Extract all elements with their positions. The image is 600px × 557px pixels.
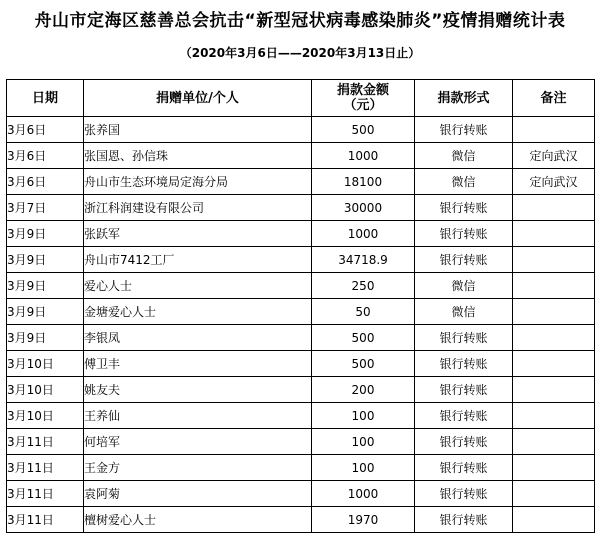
method-cell: 微信	[415, 169, 513, 195]
donor-cell: 何培军	[84, 429, 312, 455]
donor-cell: 爱心人士	[84, 273, 312, 299]
donor-cell: 张国恩、孙信珠	[84, 143, 312, 169]
method-cell: 银行转账	[415, 455, 513, 481]
method-cell: 银行转账	[415, 195, 513, 221]
donor-cell: 金塘爱心人士	[84, 299, 312, 325]
method-cell: 银行转账	[415, 221, 513, 247]
amount-cell: 100	[312, 403, 415, 429]
table-row	[7, 247, 595, 273]
note-cell	[513, 325, 595, 351]
date-cell: 3月9日	[7, 221, 84, 247]
donor-cell: 袁阿菊	[84, 481, 312, 507]
table-row	[7, 195, 595, 221]
donation-table	[6, 79, 595, 533]
note-cell	[513, 247, 595, 273]
amount-cell: 1000	[312, 481, 415, 507]
amount-cell: 1000	[312, 143, 415, 169]
note-cell	[513, 299, 595, 325]
date-cell: 3月11日	[7, 507, 84, 533]
note-cell	[513, 351, 595, 377]
header-donor: 捐赠单位/个人	[84, 80, 312, 117]
date-cell: 3月11日	[7, 455, 84, 481]
note-cell	[513, 221, 595, 247]
note-cell	[513, 273, 595, 299]
note-cell: 定向武汉	[513, 143, 595, 169]
amount-cell: 34718.9	[312, 247, 415, 273]
header-note: 备注	[513, 80, 595, 117]
note-cell: 定向武汉	[513, 169, 595, 195]
method-cell: 微信	[415, 273, 513, 299]
header-amount: 捐款金额（元）	[312, 80, 415, 117]
date-cell: 3月9日	[7, 247, 84, 273]
amount-cell: 250	[312, 273, 415, 299]
amount-cell: 1970	[312, 507, 415, 533]
date-cell: 3月9日	[7, 325, 84, 351]
table-row	[7, 325, 595, 351]
note-cell	[513, 429, 595, 455]
date-range-subtitle: （2020年3月6日——2020年3月13日止）	[179, 46, 421, 60]
date-cell: 3月10日	[7, 377, 84, 403]
table-row	[7, 221, 595, 247]
method-cell: 微信	[415, 299, 513, 325]
donor-cell: 张养国	[84, 117, 312, 143]
table-row	[7, 351, 595, 377]
amount-cell: 18100	[312, 169, 415, 195]
donor-cell: 李银凤	[84, 325, 312, 351]
date-cell: 3月7日	[7, 195, 84, 221]
amount-cell: 500	[312, 325, 415, 351]
amount-cell: 500	[312, 351, 415, 377]
date-cell: 3月10日	[7, 351, 84, 377]
amount-cell: 1000	[312, 221, 415, 247]
amount-cell: 500	[312, 117, 415, 143]
table-row	[7, 429, 595, 455]
amount-cell: 30000	[312, 195, 415, 221]
amount-cell: 50	[312, 299, 415, 325]
method-cell: 银行转账	[415, 507, 513, 533]
note-cell	[513, 195, 595, 221]
table-row	[7, 377, 595, 403]
method-cell: 银行转账	[415, 351, 513, 377]
table-row	[7, 169, 595, 195]
donor-cell: 舟山市生态环境局定海分局	[84, 169, 312, 195]
method-cell: 银行转账	[415, 481, 513, 507]
date-cell: 3月6日	[7, 169, 84, 195]
table-row	[7, 481, 595, 507]
header-date: 日期	[7, 80, 84, 117]
donor-cell: 檀树爱心人士	[84, 507, 312, 533]
date-cell: 3月9日	[7, 299, 84, 325]
date-cell: 3月9日	[7, 273, 84, 299]
donor-cell: 傅卫丰	[84, 351, 312, 377]
page-title: 舟山市定海区慈善总会抗击“新型冠状病毒感染肺炎”疫情捐赠统计表	[34, 11, 566, 31]
note-cell	[513, 403, 595, 429]
date-cell: 3月6日	[7, 117, 84, 143]
method-cell: 银行转账	[415, 247, 513, 273]
table-row	[7, 273, 595, 299]
table-row	[7, 403, 595, 429]
table-body	[7, 117, 595, 533]
donor-cell: 张跃军	[84, 221, 312, 247]
donor-cell: 浙江科润建设有限公司	[84, 195, 312, 221]
header-method: 捐款形式	[415, 80, 513, 117]
header-row	[7, 80, 595, 117]
amount-cell: 100	[312, 455, 415, 481]
date-cell: 3月11日	[7, 429, 84, 455]
note-cell	[513, 481, 595, 507]
table-row	[7, 117, 595, 143]
amount-cell: 100	[312, 429, 415, 455]
donor-cell: 王金方	[84, 455, 312, 481]
method-cell: 银行转账	[415, 403, 513, 429]
note-cell	[513, 377, 595, 403]
note-cell	[513, 455, 595, 481]
donor-cell: 姚友夫	[84, 377, 312, 403]
note-cell	[513, 507, 595, 533]
method-cell: 银行转账	[415, 325, 513, 351]
date-cell: 3月10日	[7, 403, 84, 429]
note-cell	[513, 117, 595, 143]
date-cell: 3月11日	[7, 481, 84, 507]
method-cell: 微信	[415, 143, 513, 169]
method-cell: 银行转账	[415, 377, 513, 403]
method-cell: 银行转账	[415, 429, 513, 455]
table-row	[7, 299, 595, 325]
donor-cell: 舟山市7412工厂	[84, 247, 312, 273]
table-row	[7, 143, 595, 169]
date-cell: 3月6日	[7, 143, 84, 169]
method-cell: 银行转账	[415, 117, 513, 143]
table-row	[7, 455, 595, 481]
table-row	[7, 507, 595, 533]
donor-cell: 王养仙	[84, 403, 312, 429]
amount-cell: 200	[312, 377, 415, 403]
